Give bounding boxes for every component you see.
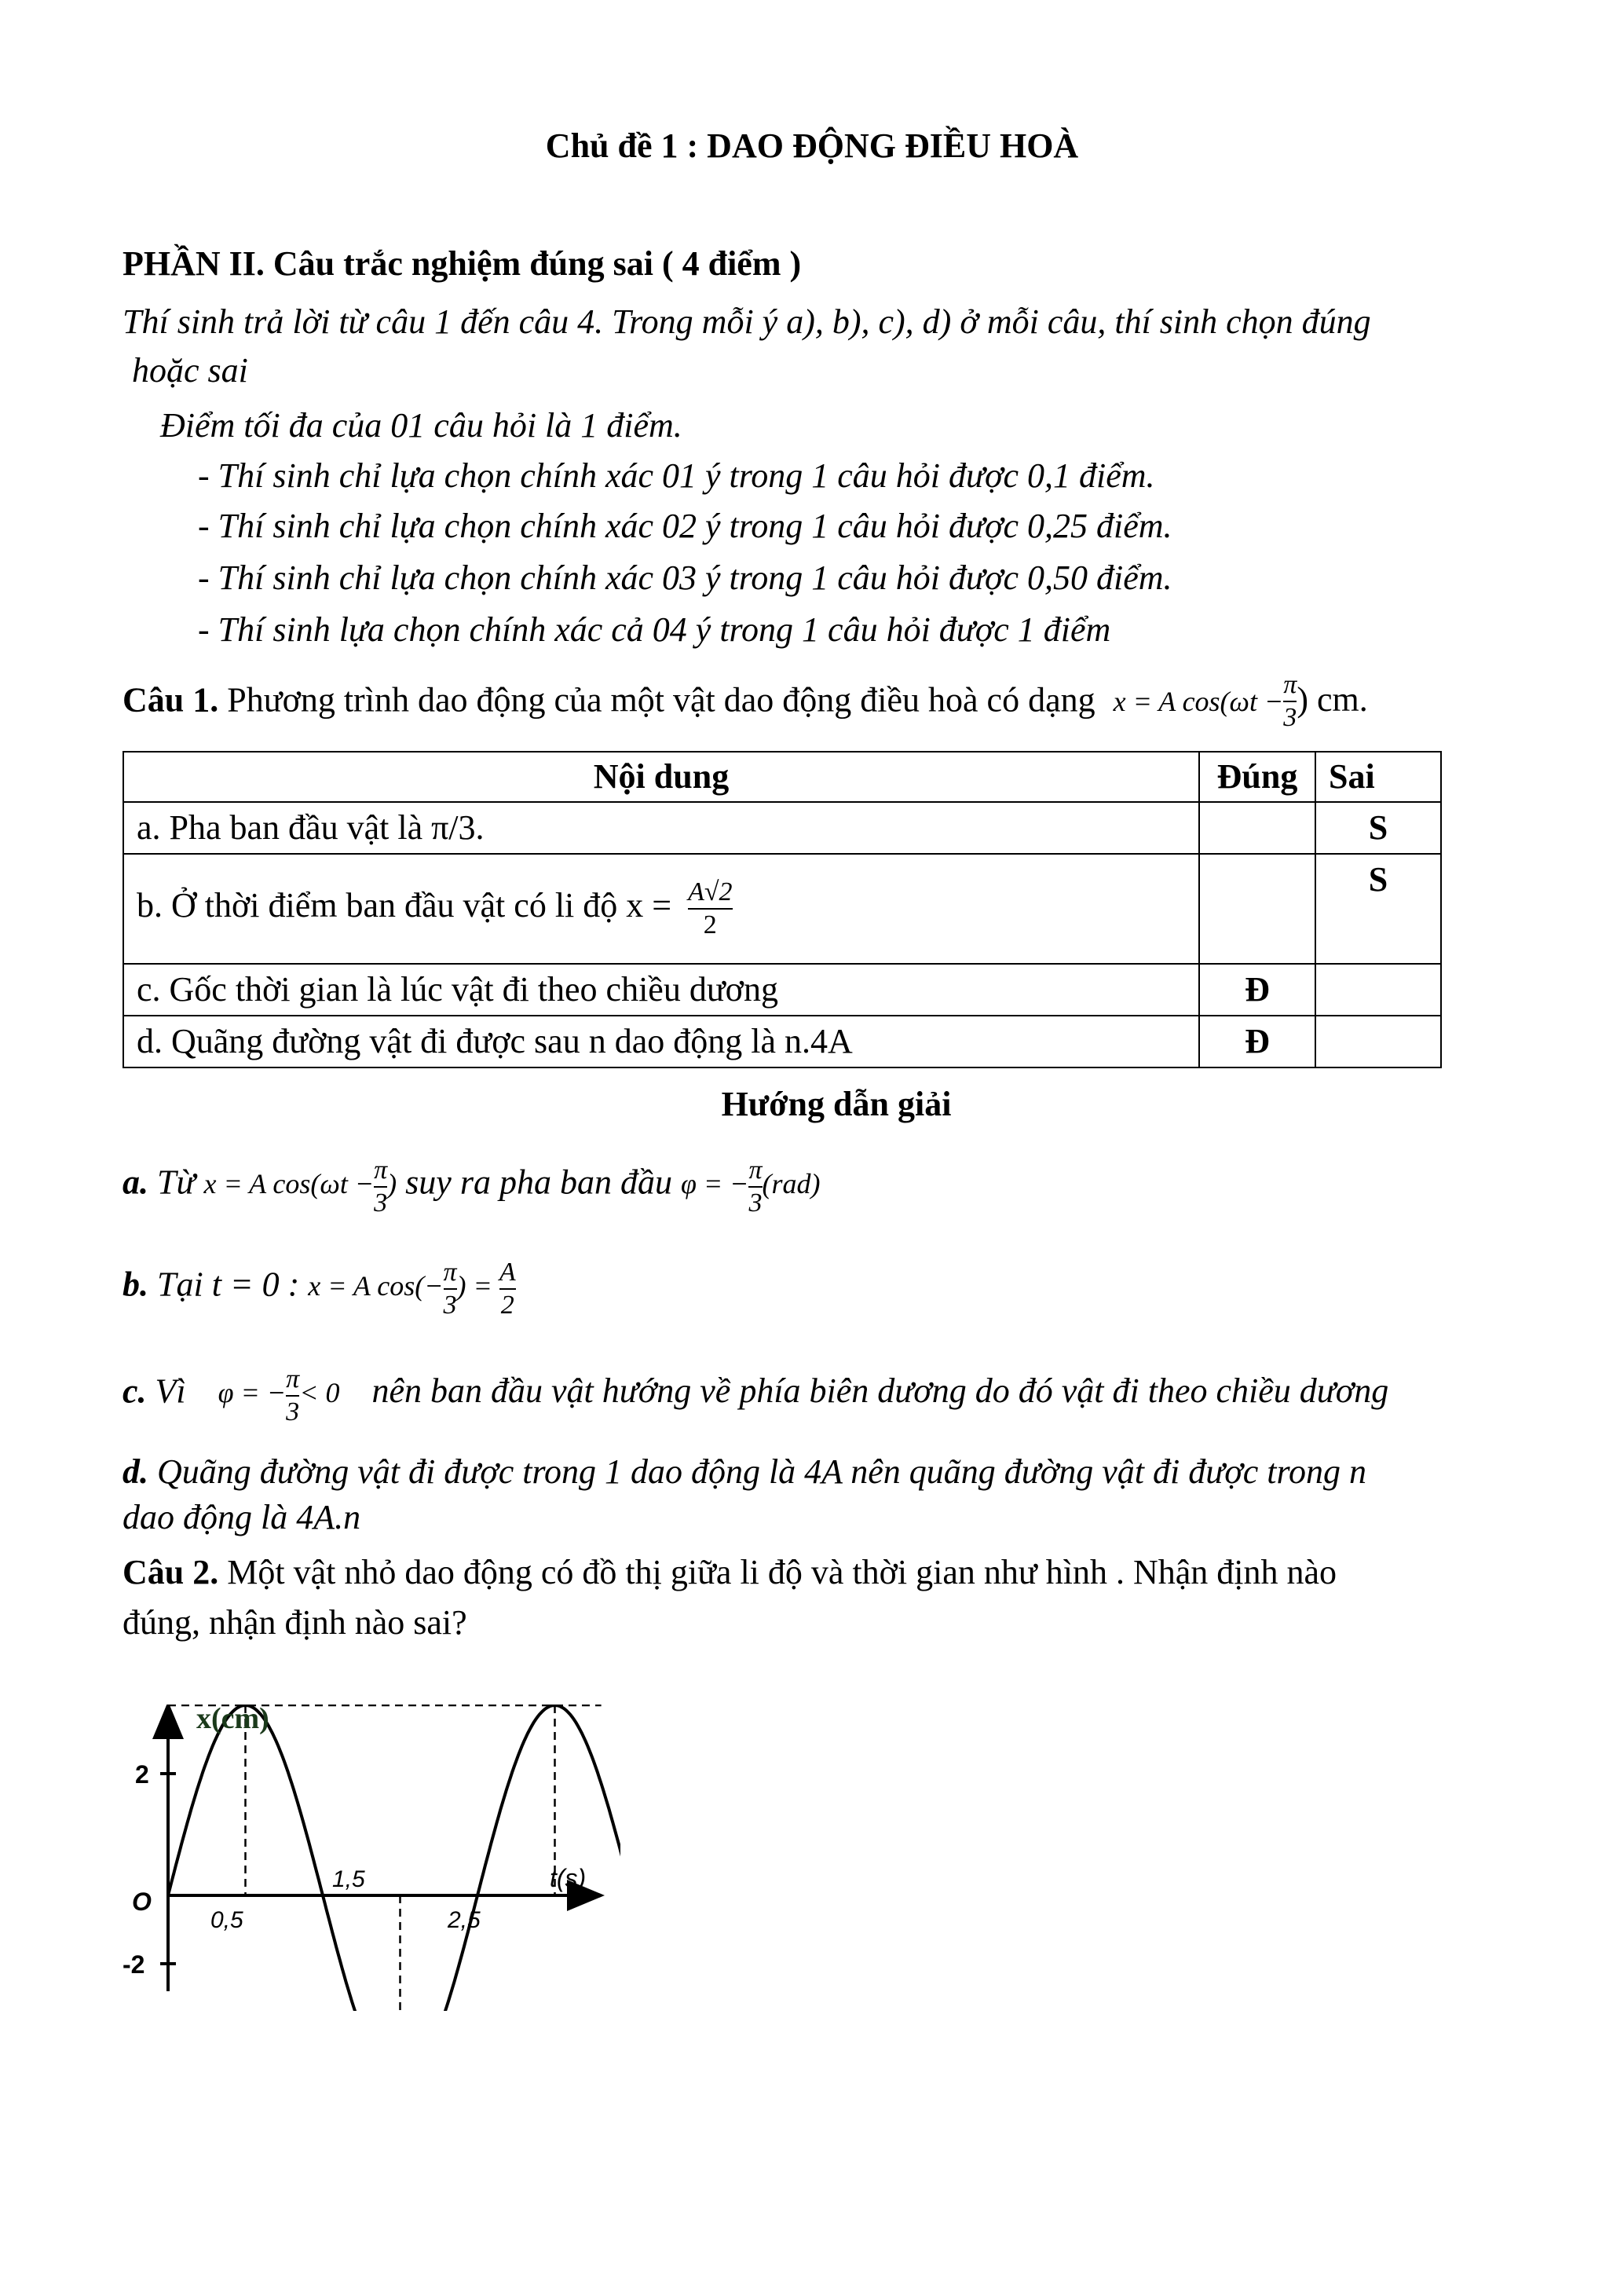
row-c-dung: Đ (1199, 964, 1315, 1016)
solution-d-line-2: dao động là 4A.n (123, 1498, 361, 1536)
header-sai: Sai (1315, 752, 1441, 802)
row-d-dung: Đ (1199, 1016, 1315, 1067)
rule-2: - Thí sinh chỉ lựa chọn chính xác 02 ý trong 1 câu hỏi được 0,25 điểm. (198, 507, 1172, 545)
rule-4: - Thí sinh lựa chọn chính xác cả 04 ý trong 1 câu hỏi được 1 điểm (198, 610, 1111, 649)
table-header-row (123, 752, 1441, 802)
header-dung: Đúng (1199, 752, 1315, 802)
answer-table (123, 751, 1442, 1068)
page-title: Chủ đề 1 : DAO ĐỘNG ĐIỀU HOÀ (545, 126, 1079, 165)
solution-a: a. Từ x = A cos(ωt − $\frac{\pi}{3}$ ) suy ra pha ban đầu φ = − $\frac{\pi}{3}$ (rad) (123, 1155, 821, 1218)
question-1-formula: x = A cos(ωt − $\frac{\pi}{3}$ ) cm. (1113, 670, 1368, 732)
row-b-dung (1199, 854, 1315, 964)
solution-b: b. Tại t = 0 : x = A cos(− $\frac{\pi}{3}$ ) = $\frac{A}{2}$ (123, 1258, 516, 1320)
x-tick-label-2-5: 2,5 (448, 1907, 481, 1933)
x-tick-label-1-5: 1,5 (332, 1866, 365, 1892)
rule-3: - Thí sinh chỉ lựa chọn chính xác 03 ý trong 1 câu hỏi được 0,50 điểm. (198, 558, 1172, 597)
instruction-line-2: hoặc sai (132, 351, 248, 390)
question-2-line-1: Câu 2. Một vật nhỏ dao động có đồ thị giữa li độ và thời gian như hình . Nhận định nào (123, 1553, 1337, 1591)
question-2-line-2: đúng, nhận định nào sai? (123, 1603, 467, 1642)
y-tick-label-top: 2 (135, 1760, 149, 1789)
instruction-line-3: Điểm tối đa của 01 câu hỏi là 1 điểm. (160, 406, 682, 445)
x-axis-label: t(s) (550, 1864, 587, 1892)
question-1-text: Phương trình dao động của một vật dao động điều hoà có dạng (227, 680, 1095, 720)
oscillation-graph (118, 1705, 620, 2011)
header-content: Nội dung (123, 752, 1199, 802)
section-heading: PHẦN II. Câu trắc nghiệm đúng sai ( 4 điểm ) (123, 244, 802, 283)
solution-d-line-1: d. Quãng đường vật đi được trong 1 dao động là 4A nên quãng đường vật đi được trong n (123, 1452, 1366, 1491)
y-tick-label-bottom: -2 (123, 1950, 145, 1979)
row-b-content: b. Ở thời điểm ban đầu vật có li độ x = $\frac{A√2}{2}$ (123, 854, 1199, 964)
table-row (123, 1016, 1441, 1067)
row-b-sai: S (1315, 854, 1441, 964)
rule-1: - Thí sinh chỉ lựa chọn chính xác 01 ý trong 1 câu hỏi được 0,1 điểm. (198, 456, 1155, 495)
row-c-sai (1315, 964, 1441, 1016)
table-row (123, 964, 1441, 1016)
table-row (123, 802, 1441, 854)
solution-heading: Hướng dẫn giải (721, 1085, 952, 1123)
x-tick-label-0-5: 0,5 (210, 1907, 243, 1933)
question-1 (123, 672, 1368, 737)
row-c-content: c. Gốc thời gian là lúc vật đi theo chiều dương (123, 964, 1199, 1016)
oscillation-curve (168, 1705, 620, 2011)
row-a-content: a. Pha ban đầu vật là π/3. (123, 802, 1199, 854)
row-a-dung (1199, 802, 1315, 854)
solution-c: c. Vì φ = − $\frac{\pi}{3}$ < 0 nên ban đầu vật hướng về phía biên dương do đó vật đi theo chiều dương (123, 1364, 1389, 1426)
row-d-content: d. Quãng đường vật đi được sau n dao động là n.4A (123, 1016, 1199, 1067)
instruction-line-1: Thí sinh trả lời từ câu 1 đến câu 4. Trong mỗi ý a), b), c), d) ở mỗi câu, thí sinh chọn đúng (123, 302, 1371, 341)
y-axis-label: x(cm) (196, 1705, 269, 1735)
table-row (123, 854, 1441, 964)
origin-label: O (132, 1888, 152, 1916)
question-1-label: Câu 1. (123, 680, 219, 720)
row-a-sai: S (1315, 802, 1441, 854)
row-d-sai (1315, 1016, 1441, 1067)
